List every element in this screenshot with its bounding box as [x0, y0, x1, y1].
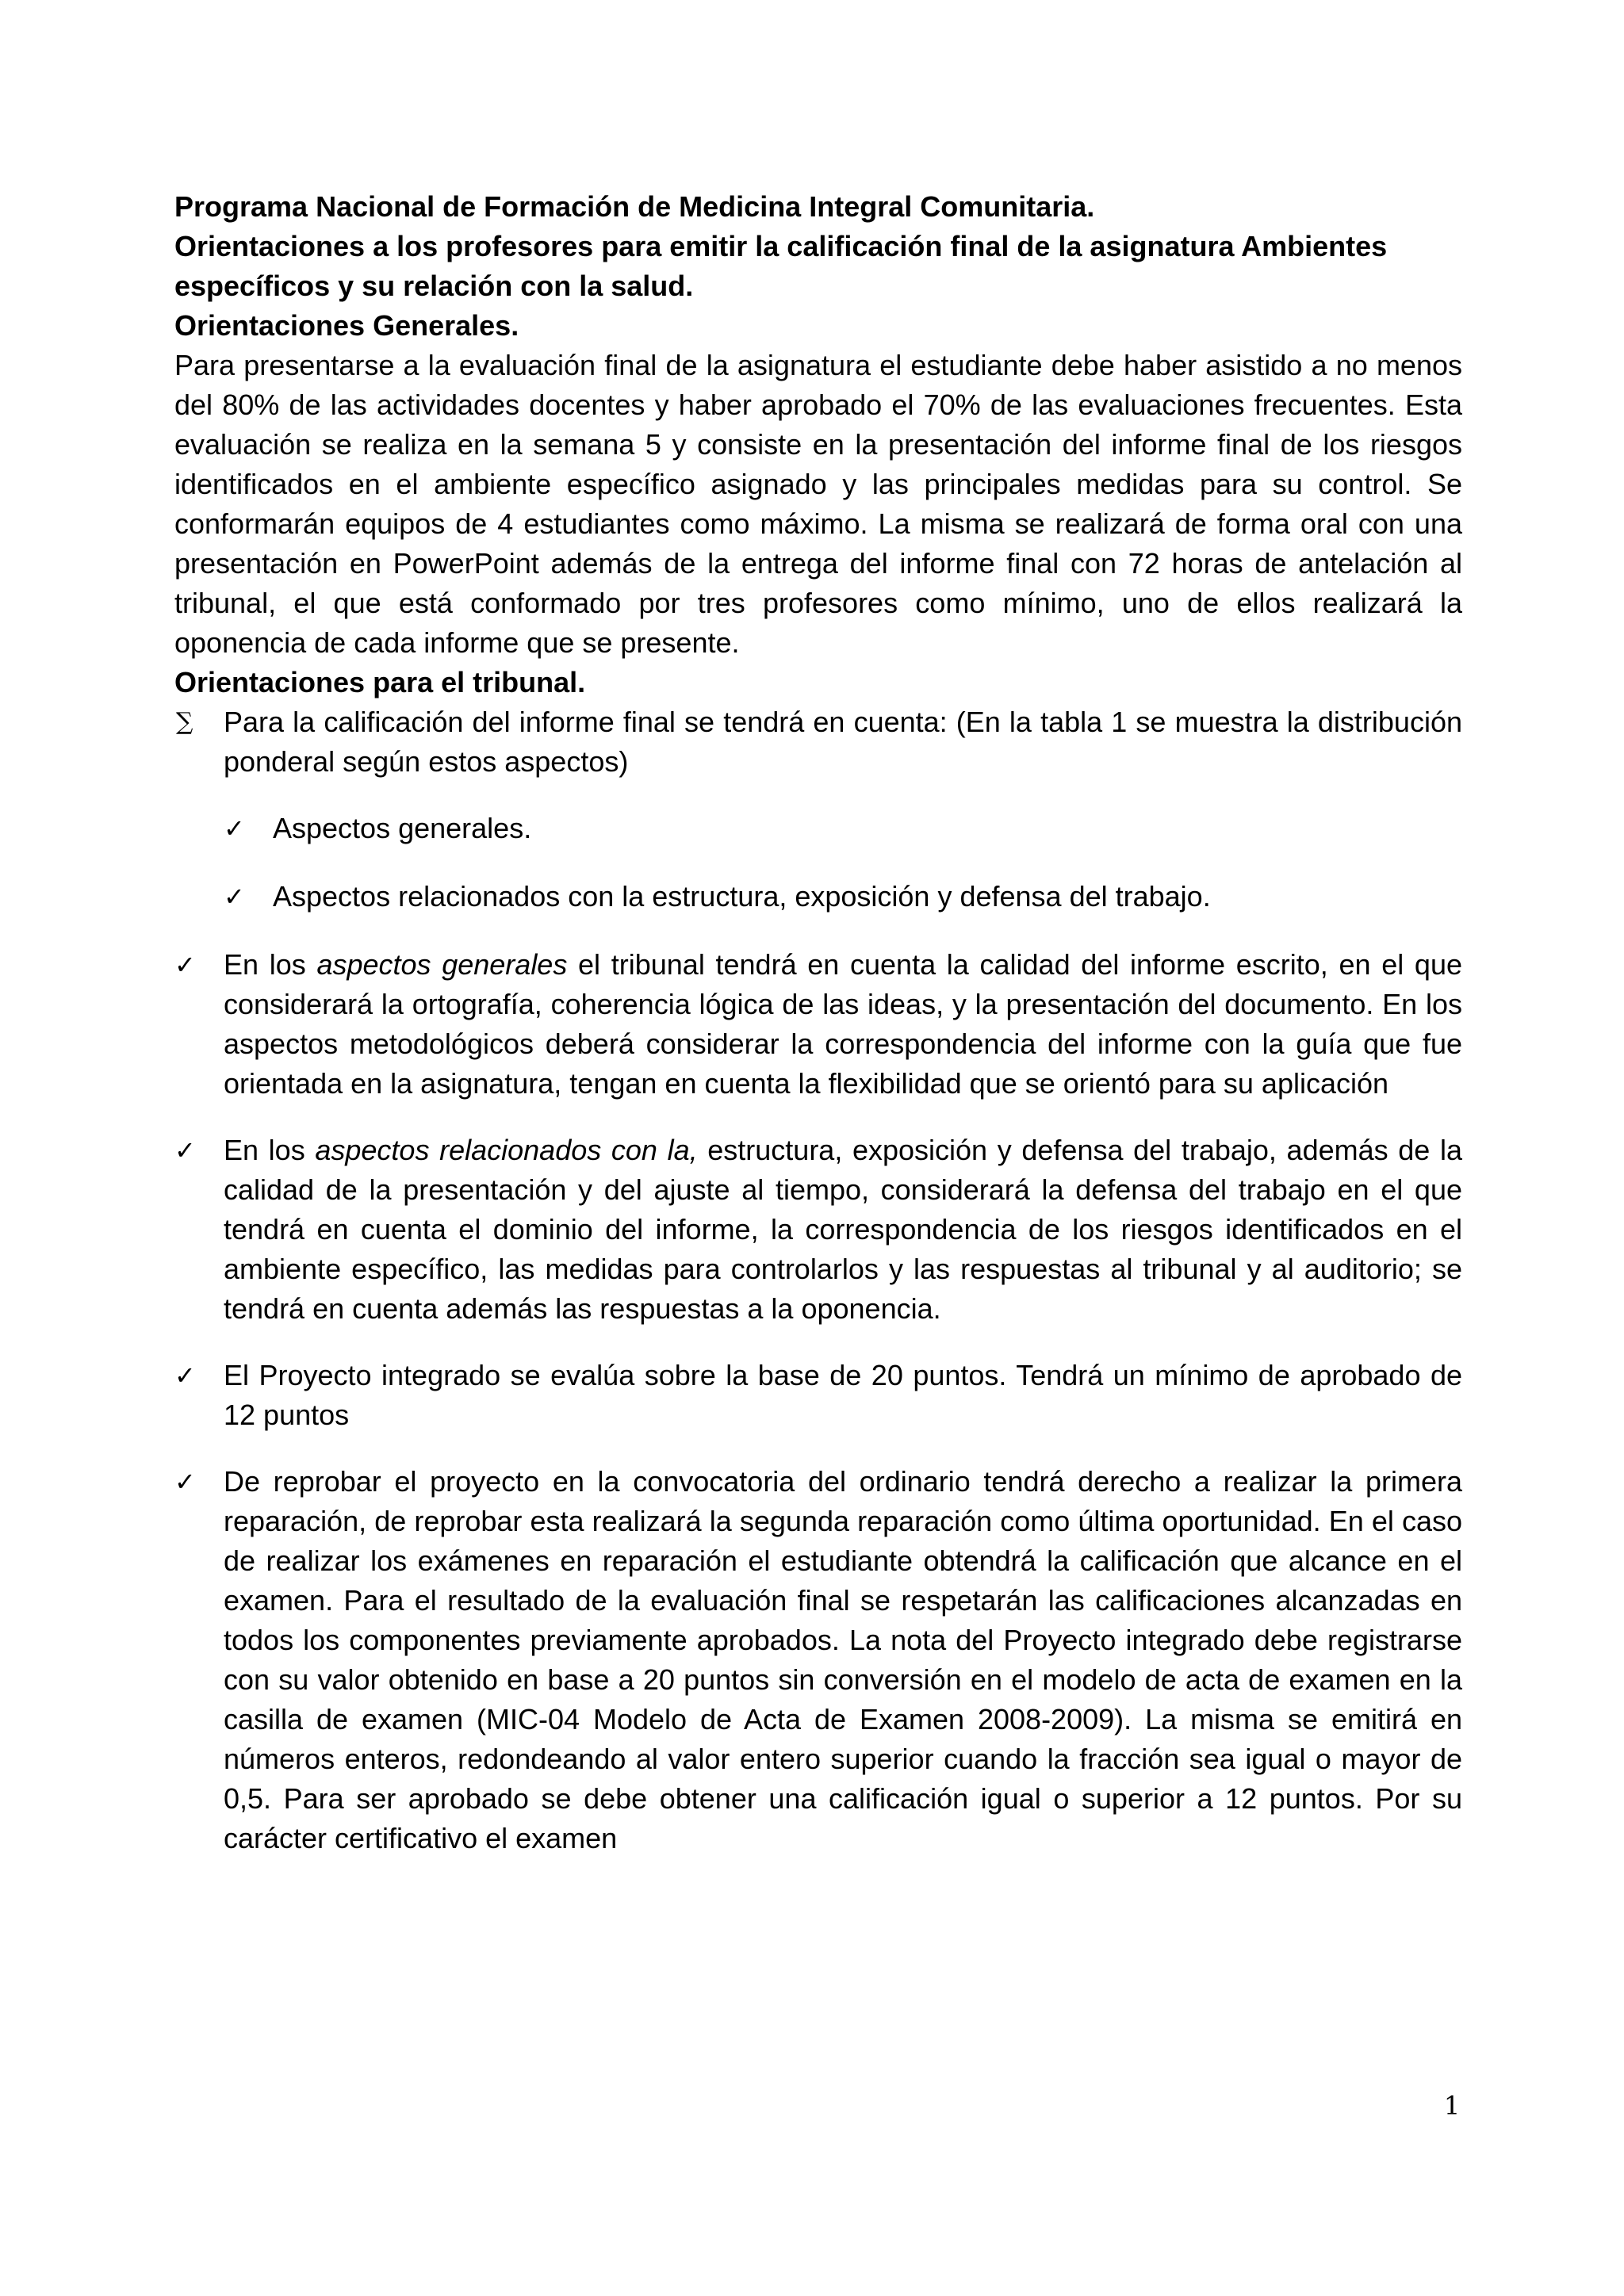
- list-item-text: El Proyecto integrado se evalúa sobre la base de 20 puntos. Tendrá un mínimo de aprobado de 12 puntos: [224, 1359, 1462, 1431]
- list-item-proyecto-integrado: [174, 1356, 1462, 1435]
- text-run: estructura, exposición y defensa del trabajo, además de la calidad de la presentación y del ajuste al tiempo, considerará la defensa del trabajo en el que tendrá en cuenta el dominio del informe, la correspondencia de los riesgos identificados en el ambiente específico, las medidas para controlarlos y las respuestas al tribunal y al auditorio; se tendrá en cuenta además las respuestas a la oponencia.: [224, 1134, 1462, 1325]
- section-heading-general: Orientaciones Generales.: [174, 309, 519, 342]
- list-item-text: [224, 945, 1462, 1104]
- italic-term: aspectos generales: [316, 948, 568, 981]
- sub-list-item-text: Aspectos generales.: [273, 812, 532, 844]
- check-bullet-icon: ✓: [224, 882, 245, 912]
- sub-list-item: [224, 877, 1462, 916]
- check-bullet-icon: ✓: [174, 950, 196, 980]
- document-subtitle: Orientaciones a los profesores para emitir la calificación final de la asignatura Ambientes específicos y su relación con la salud.: [174, 230, 1388, 302]
- intro-paragraph: Para presentarse a la evaluación final de la asignatura el estudiante debe haber asistido a no menos del 80% de las actividades docentes y haber aprobado el 70% de las evaluaciones frecuentes. Esta evaluación se realiza en la semana 5 y consiste en la presentación del informe final de los riesgos identificados en el ambiente específico asignado y las principales medidas para su control. Se conformarán equipos de 4 estudiantes como máximo. La misma se realizará de forma oral con una presentación en PowerPoint además de la entrega del informe final con 72 horas de antelación al tribunal, el que está conformado por tres profesores como mínimo, uno de ellos realizará la oponencia de cada informe que se presente.: [174, 349, 1462, 659]
- sub-list-item-text: Aspectos relacionados con la estructura, exposición y defensa del trabajo.: [273, 880, 1211, 913]
- list-item-reprobar: [174, 1462, 1462, 1858]
- check-bullet-icon: ✓: [174, 1135, 196, 1165]
- text-run: En los: [224, 1134, 316, 1166]
- document-page: [174, 187, 1462, 1885]
- list-item-aspectos-relacionados: [174, 1131, 1462, 1329]
- page-number: 1: [1443, 2091, 1461, 2121]
- program-title: Programa Nacional de Formación de Medicina Integral Comunitaria.: [174, 190, 1095, 223]
- list-item-text: Para la calificación del informe final se tendrá en cuenta: (En la tabla 1 se muestra la distribución ponderal según estos aspectos): [224, 706, 1462, 778]
- check-bullet-icon: ✓: [174, 1467, 196, 1497]
- sum-bullet-icon: ∑: [176, 708, 193, 736]
- check-bullet-icon: ✓: [224, 813, 245, 844]
- list-item-informe-final: [174, 702, 1462, 782]
- list-item-text: [224, 1131, 1462, 1329]
- italic-term: aspectos relacionados con la,: [315, 1134, 698, 1166]
- text-run: En los: [224, 948, 317, 981]
- check-bullet-icon: ✓: [174, 1360, 196, 1391]
- sub-list-item: [224, 809, 1462, 848]
- text-run: el tribunal tendrá en cuenta la calidad del informe escrito, en el que considerará la ortografía, coherencia lógica de las ideas, y la presentación del documento. En los aspectos metodológicos deberá considerar la correspondencia del informe con la guía que fue orientada en la asignatura, tengan en cuenta la flexibilidad que se orientó para su aplicación: [224, 948, 1462, 1100]
- list-item-aspectos-generales: [174, 945, 1462, 1104]
- section-heading-tribunal: Orientaciones para el tribunal.: [174, 666, 586, 698]
- list-item-text: De reprobar el proyecto en la convocatoria del ordinario tendrá derecho a realizar la primera reparación, de reprobar esta realizará la segunda reparación como última oportunidad. En el caso de realizar los exámenes en reparación el estudiante obtendrá la calificación que alcance en el examen. Para el resultado de la evaluación final se respetarán las calificaciones alcanzadas en todos los componentes previamente aprobados. La nota del Proyecto integrado debe registrarse con su valor obtenido en base a 20 puntos sin conversión en el modelo de acta de examen en la casilla de examen (MIC-04 Modelo de Acta de Examen 2008-2009). La misma se emitirá en números enteros, redondeando al valor entero superior cuando la fracción sea igual o mayor de 0,5. Para ser aprobado se debe obtener una calificación igual o superior a 12 puntos. Por su carácter certificativo el examen: [224, 1465, 1462, 1854]
